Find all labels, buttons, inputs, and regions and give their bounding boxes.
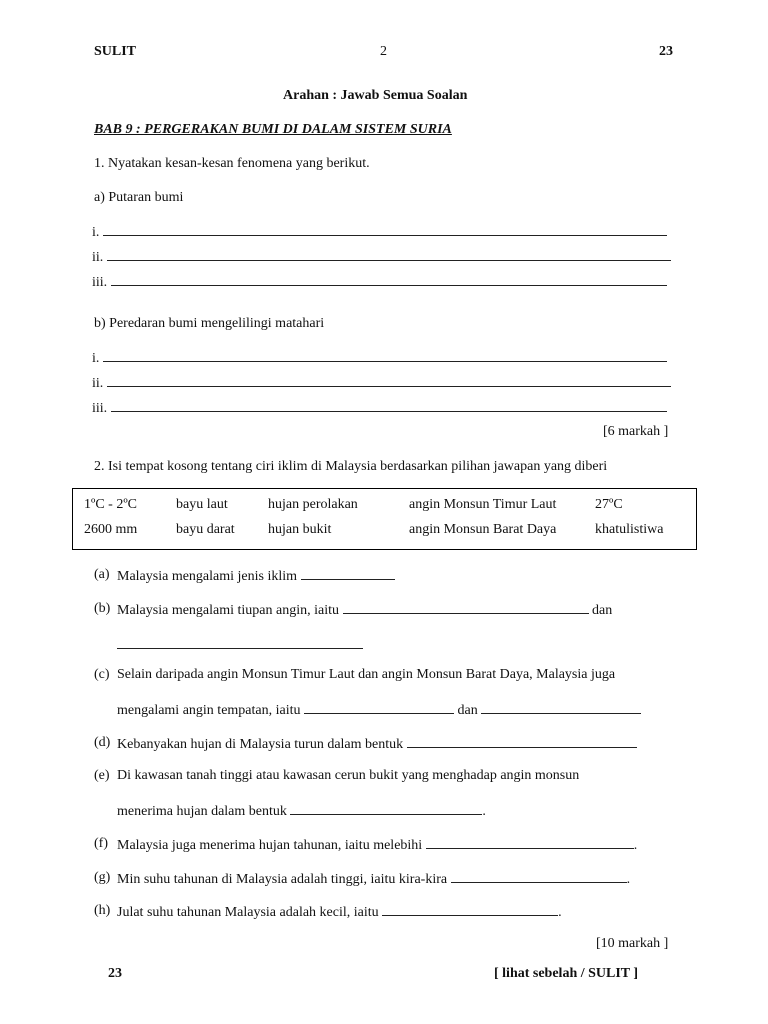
option: angin Monsun Barat Daya (409, 522, 557, 537)
q2h-num: (h) (94, 903, 111, 918)
answer-line[interactable] (481, 701, 641, 714)
answer-line[interactable] (111, 273, 667, 286)
q2h: Julat suhu tahunan Malaysia adalah kecil, iaitu . (117, 905, 562, 920)
q1b-item-3: iii. (92, 399, 667, 417)
option: hujan bukit (268, 522, 332, 537)
option: bayu laut (176, 497, 228, 512)
answer-options-box (72, 488, 697, 550)
option: khatulistiwa (595, 522, 664, 537)
answer-line[interactable] (426, 836, 634, 849)
answer-line[interactable] (343, 601, 589, 614)
page-number: 2 (380, 44, 387, 59)
answer-line[interactable] (107, 374, 671, 387)
q1-text: 1. Nyatakan kesan-kesan fenomena yang berikut. (94, 156, 370, 171)
q2e-line2: menerima hujan dalam bentuk . (117, 804, 486, 819)
answer-line[interactable] (407, 735, 637, 748)
q1a-item-2: ii. (92, 248, 671, 266)
q2b-line2 (117, 636, 363, 654)
q1a-item-3: iii. (92, 273, 667, 291)
option: angin Monsun Timur Laut (409, 497, 557, 512)
answer-line[interactable] (290, 802, 482, 815)
answer-line[interactable] (382, 903, 558, 916)
answer-line[interactable] (107, 248, 671, 261)
answer-line[interactable] (301, 567, 395, 580)
q2g-num: (g) (94, 870, 111, 885)
option: 2600 mm (84, 522, 138, 537)
footer-code: 23 (108, 966, 122, 981)
option: hujan perolakan (268, 497, 358, 512)
chapter-title: BAB 9 : PERGERAKAN BUMI DI DALAM SISTEM SURIA (94, 122, 452, 137)
option: 27ºC (595, 497, 623, 512)
header-code: 23 (659, 44, 673, 59)
q2f: Malaysia juga menerima hujan tahunan, iaitu melebihi . (117, 838, 638, 853)
q2c-line2: mengalami angin tempatan, iaitu dan (117, 701, 641, 719)
q2c-line1: Selain daripada angin Monsun Timur Laut dan angin Monsun Barat Daya, Malaysia juga (117, 667, 616, 682)
answer-line[interactable] (117, 636, 363, 649)
instruction-title: Arahan : Jawab Semua Soalan (283, 88, 468, 103)
q2b-num: (b) (94, 601, 111, 616)
q1-marks: [6 markah ] (603, 424, 669, 439)
q1a-label: a) Putaran bumi (94, 190, 184, 205)
q2f-num: (f) (94, 836, 108, 851)
footer-next-page: [ lihat sebelah / SULIT ] (494, 966, 639, 981)
q2-marks: [10 markah ] (596, 936, 669, 951)
q2e-num: (e) (94, 768, 110, 783)
answer-line[interactable] (103, 223, 667, 236)
q1b-item-2: ii. (92, 374, 671, 392)
q1a-item-1: i. (92, 223, 667, 241)
q2a: Malaysia mengalami jenis iklim (117, 567, 395, 585)
option: 1ºC - 2ºC (84, 497, 138, 512)
answer-line[interactable] (111, 399, 667, 412)
answer-line[interactable] (304, 701, 454, 714)
answer-line[interactable] (451, 870, 627, 883)
q2d-num: (d) (94, 735, 111, 750)
q2e-line1: Di kawasan tanah tinggi atau kawasan cerun bukit yang menghadap angin monsun (117, 768, 580, 783)
q2g: Min suhu tahunan di Malaysia adalah tinggi, iaitu kira-kira . (117, 872, 631, 887)
header-sulit: SULIT (94, 44, 137, 59)
q1b-label: b) Peredaran bumi mengelilingi matahari (94, 316, 325, 331)
q2b: Malaysia mengalami tiupan angin, iaitu dan (117, 603, 613, 618)
q1b-item-1: i. (92, 349, 667, 367)
q2d: Kebanyakan hujan di Malaysia turun dalam bentuk (117, 735, 637, 753)
q2c-num: (c) (94, 667, 110, 682)
q2-text: 2. Isi tempat kosong tentang ciri iklim di Malaysia berdasarkan pilihan jawapan yang diberi (94, 459, 608, 474)
q2a-num: (a) (94, 567, 110, 582)
option: bayu darat (176, 522, 235, 537)
answer-line[interactable] (103, 349, 667, 362)
